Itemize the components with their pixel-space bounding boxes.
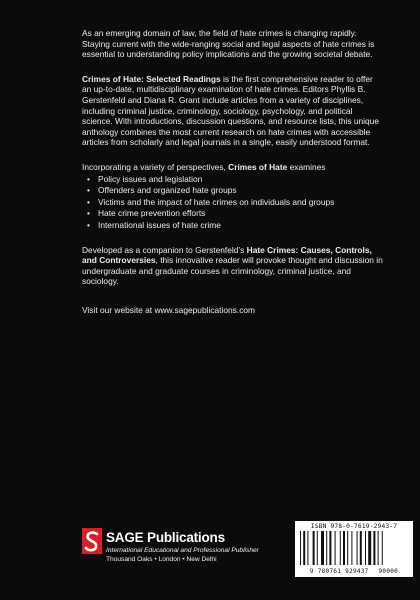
barcode-bar	[300, 531, 301, 565]
barcode-bars	[300, 531, 408, 567]
barcode-digits	[297, 568, 411, 575]
barcode-bar	[343, 531, 345, 565]
topic-item: • Policy issues and legislation	[82, 174, 384, 185]
barcode-bar	[357, 531, 358, 565]
barcode-bar	[347, 531, 348, 565]
companion-intro: Developed as a companion to Gerstenfeld’s	[82, 244, 247, 255]
topic-item: • Offenders and organized hate groups	[82, 185, 384, 196]
topic-item: • International issues of hate crime	[82, 220, 384, 231]
barcode-bar	[351, 531, 352, 565]
description-paragraph	[82, 74, 384, 148]
barcode-bar	[317, 531, 318, 565]
barcode-bar	[335, 531, 336, 565]
website-line: Visit our website at www.sagepublications.com	[82, 304, 256, 315]
barcode-bar	[326, 531, 327, 565]
isbn-label	[295, 523, 413, 530]
barcode-bar	[378, 531, 379, 565]
companion-text: , this innovative reader will provoke thought and discussion in undergraduate and graduate courses in criminology, criminal justice, and sociology.	[82, 255, 383, 287]
publisher-name: SAGE Publications	[106, 530, 225, 545]
barcode-bar	[321, 531, 324, 565]
barcode-number: 9 780761 929437	[309, 568, 369, 575]
barcode-bar	[307, 531, 308, 565]
examines-intro: Incorporating a variety of perspectives,	[82, 161, 229, 172]
isbn-barcode	[295, 521, 413, 577]
publisher-block	[82, 528, 292, 578]
barcode-bar	[382, 531, 383, 565]
book-title: Crimes of Hate: Selected Readings	[82, 73, 221, 84]
examines-title: Crimes of Hate	[228, 161, 288, 172]
publisher-cities: Thousand Oaks • London • New Delhi	[106, 556, 217, 563]
publisher-tagline: International Educational and Professional Publisher	[106, 547, 259, 554]
examines-paragraph	[82, 162, 384, 173]
topic-list	[82, 174, 384, 231]
barcode-bar	[340, 531, 341, 565]
barcode-bar	[360, 531, 362, 565]
topic-item: • Hate crime prevention efforts	[82, 208, 384, 219]
isbn-number: ISBN 978-0-7619-2943-7	[310, 523, 398, 530]
sage-logo-icon	[82, 528, 104, 556]
description-text: is the first comprehensive reader to offer an up-to-date, multidisciplinary examination of hate crimes. Editors Phyllis B. Gerstenfeld and Diana R. Grant include articles from a variety of disciplines, including criminal justice, criminology, sociology, psychology, and political science. With introductions, discussion questions, and resource lists, this unique anthology combines the most current research on hate crimes with accessible articles from scholarly and legal journals in a single, easily understood format.	[82, 73, 379, 148]
topic-item: • Victims and the impact of hate crimes on individuals and groups	[82, 197, 384, 208]
price-code: 90000	[378, 568, 399, 575]
barcode-bar	[373, 531, 375, 565]
companion-paragraph	[82, 245, 384, 287]
barcode-bar	[329, 531, 331, 565]
intro-paragraph: As an emerging domain of law, the field of hate crimes is changing rapidly. Staying current with the wide-ranging social and legal aspects of hate crimes is essential to understanding policy implications and the growing societal debate.	[82, 28, 375, 60]
companion-title: Hate Crimes: Causes, Controls, and Controversies	[82, 244, 372, 266]
examines-after: examines	[287, 161, 326, 172]
barcode-bar	[303, 531, 305, 565]
cover-copy	[82, 28, 384, 329]
barcode-bar	[365, 531, 366, 565]
barcode-bar	[313, 531, 315, 565]
barcode-bar	[368, 531, 371, 565]
